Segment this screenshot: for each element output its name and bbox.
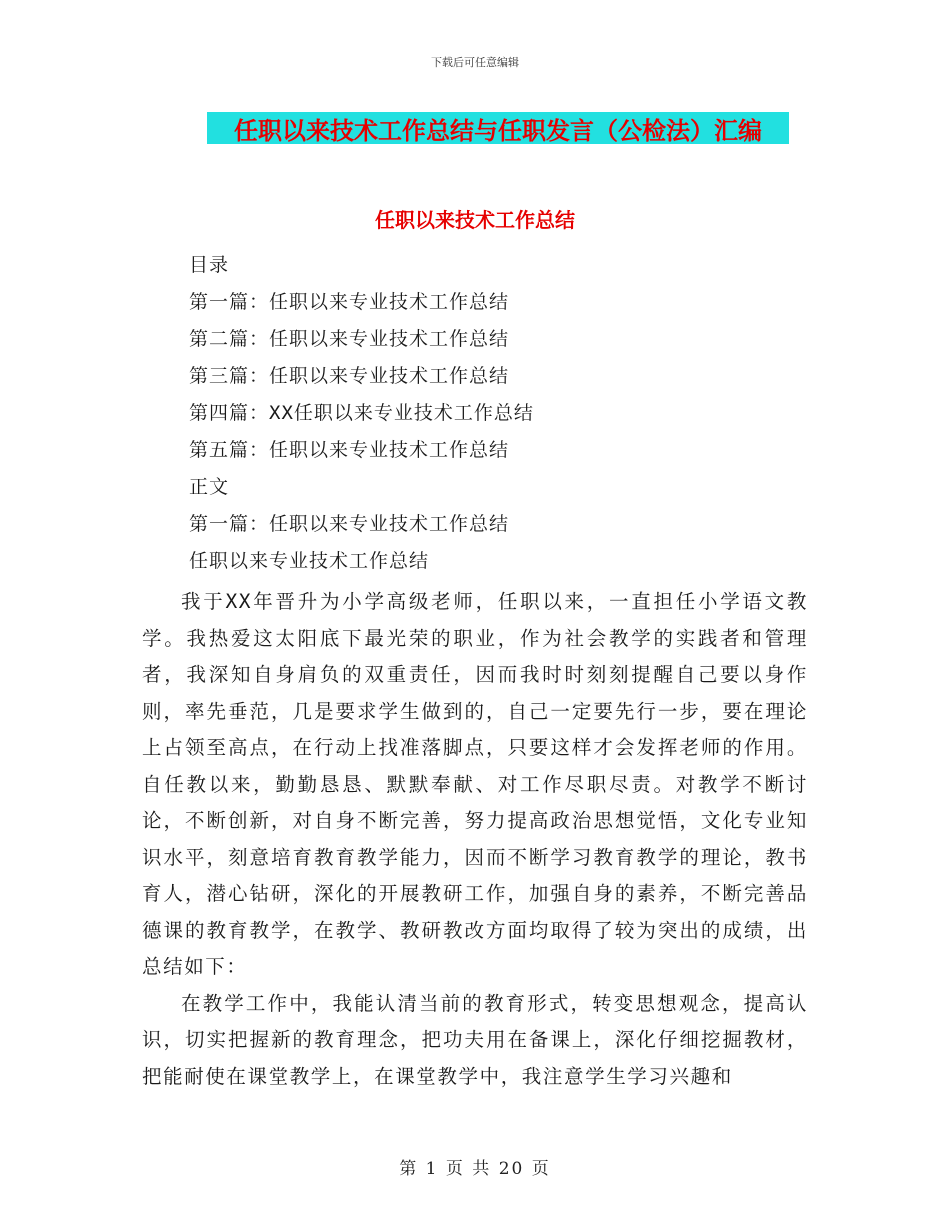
toc-item: 第一篇：任职以来专业技术工作总结 [189,291,510,313]
toc-item: 第二篇：任职以来专业技术工作总结 [189,328,510,350]
section-heading: 第一篇：任职以来专业技术工作总结 [189,513,510,535]
toc-item: 第五篇：任职以来专业技术工作总结 [189,439,510,461]
main-title-highlight [207,112,789,144]
body-heading: 正文 [189,476,230,498]
toc-heading: 目录 [189,254,230,276]
main-title: 任职以来技术工作总结与任职发言（公检法）汇编 [234,116,762,145]
sub-title: 任职以来技术工作总结 [375,208,575,232]
body-text [142,584,808,1095]
paragraph: 在教学工作中，我能认清当前的教育形式，转变思想观念，提高认识，切实把握新的教育理念，把功夫用在备课上，深化仔细挖掘教材，把能耐使在课堂教学上，在课堂教学中，我注意学生学习兴趣和 [142,991,808,1088]
section-subtitle: 任职以来专业技术工作总结 [189,550,430,572]
toc-item: 第四篇：XX任职以来专业技术工作总结 [189,402,534,424]
header-note: 下载后可任意编辑 [431,56,519,69]
page-number: 第 1 页 共 20 页 [399,1159,551,1179]
toc-item: 第三篇：任职以来专业技术工作总结 [189,365,510,387]
paragraph: 我于XX年晋升为小学高级老师，任职以来，一直担任小学语文教学。我热爱这太阳底下最光荣的职业，作为社会教学的实践者和管理者，我深知自身肩负的双重责任，因而我时时刻刻提醒自己要以身作则，率先垂范，几是要求学生做到的，自己一定要先行一步，要在理论上占领至高点，在行动上找准落脚点，只要这样才会发挥老师的作用。自任教以来，勤勤恳恳、默默奉献、对工作尽职尽责。对教学不断讨论，不断创新，对自身不断完善，努力提高政治思想觉悟，文化专业知识水平，刻意培育教育教学能力，因而不断学习教育教学的理论，教书育人，潜心钻研，深化的开展教研工作，加强自身的素养，不断完善品德课的教育教学，在教学、教研教改方面均取得了较为突出的成绩，出总结如下： [142,590,808,978]
